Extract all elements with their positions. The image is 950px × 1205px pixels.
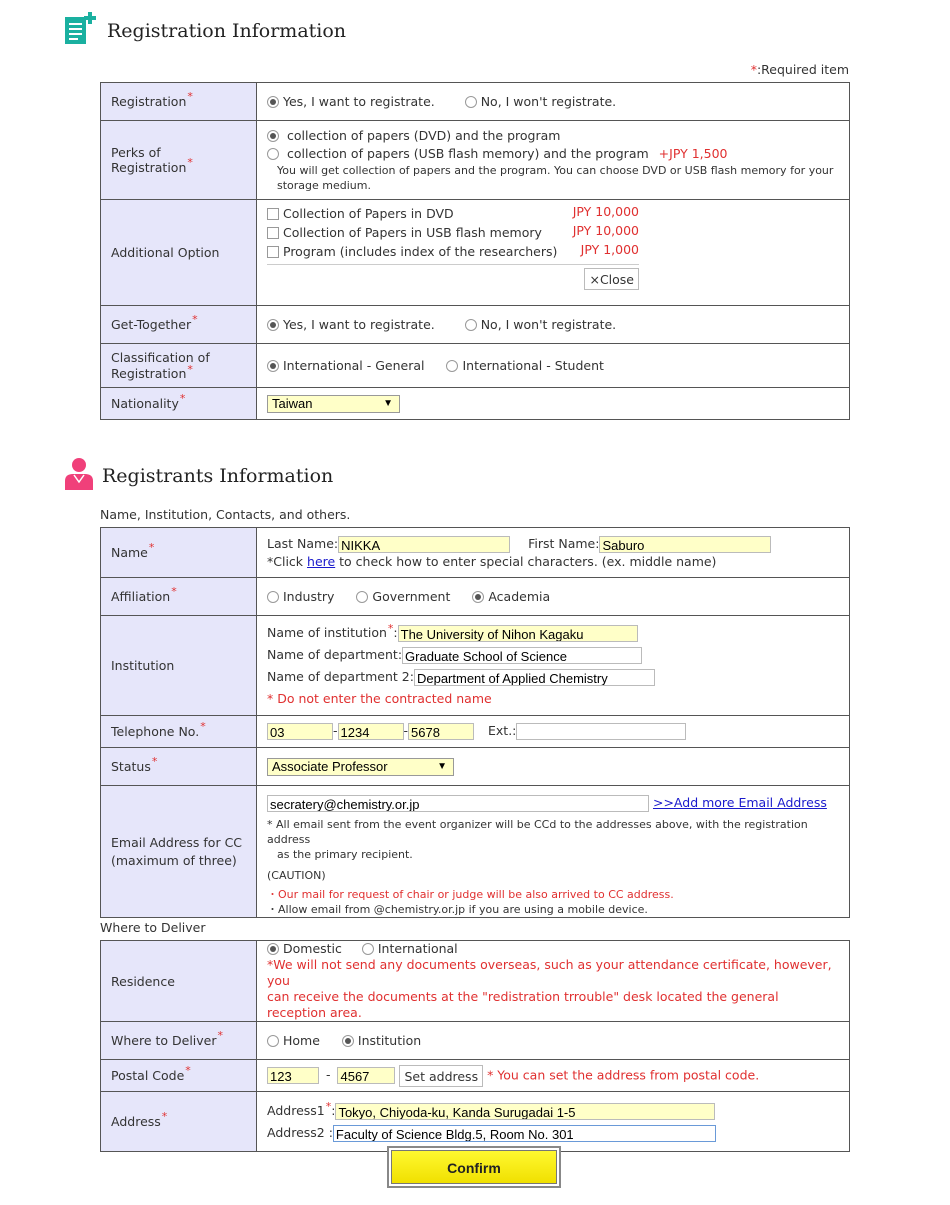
name-label: Name (111, 545, 148, 560)
perks-label: Perks of Registration (111, 145, 187, 175)
row-telephone: Telephone No.* 03 - 1234 - 5678 Ext.: (101, 716, 850, 748)
chevron-down-icon: ▼ (383, 397, 393, 409)
row-registration: Registration* Yes, I want to registrate. No, I won't registrate. (101, 83, 850, 121)
additional-option-label: Additional Option (111, 245, 220, 260)
postal-code-note: * You can set the address from postal code. (487, 1067, 760, 1082)
status-label: Status (111, 759, 151, 774)
row-email-cc (101, 786, 850, 918)
option-usb-price: JPY 10,000 (572, 223, 639, 238)
delivery-table (100, 940, 850, 1152)
registrants-table (100, 527, 850, 918)
confirm-button-label: Confirm (391, 1150, 557, 1184)
address2-input[interactable]: Faculty of Science Bldg.5, Room No. 301 (333, 1125, 716, 1142)
additional-close-button[interactable]: ×Close (584, 268, 639, 290)
add-email-link[interactable]: >>Add more Email Address (652, 795, 827, 810)
institution-name-label: Name of institution (267, 624, 387, 640)
where-to-deliver-heading: Where to Deliver (100, 920, 206, 935)
residence-domestic-radio[interactable]: Domestic (267, 941, 342, 956)
affiliation-industry-radio[interactable]: Industry (267, 589, 334, 604)
row-affiliation: Affiliation* Industry Government Academia (101, 578, 850, 616)
row-address: Address* Address1*: Tokyo, Chiyoda-ku, Kanda Surugadai 1-5 Address2 : Faculty of Science Bldg.5, Room No. 301 (101, 1092, 850, 1152)
registrants-section-icon (64, 457, 94, 491)
telephone-part3-input[interactable]: 5678 (408, 723, 474, 740)
residence-label: Residence (111, 973, 175, 989)
email-caution-2: ・Allow email from @chemistry.or.jp if you are using a mobile device. (267, 903, 648, 916)
postal-code-part1-input[interactable]: 123 (267, 1067, 319, 1084)
email-note: * All email sent from the event organizer will be CCd to the addresses above, with the registration address as the primary recipient. (267, 818, 808, 861)
telephone-label: Telephone No. (111, 724, 200, 739)
affiliation-government-radio[interactable]: Government (356, 589, 450, 604)
row-postal-code: Postal Code* 123 - 4567 Set address * You can set the address from postal code. (101, 1060, 850, 1092)
where-to-deliver-label: Where to Deliver (111, 1033, 217, 1048)
nationality-select[interactable]: Taiwan ▼ (267, 395, 400, 413)
perks-usb-radio[interactable]: collection of papers (USB flash memory) and the program +JPY 1,500 (267, 145, 839, 163)
department2-label: Name of department 2: (267, 668, 414, 684)
email-cc-label-2: (maximum of three) (111, 852, 237, 868)
classification-label-1: Classification of (111, 349, 210, 365)
last-name-input[interactable]: NIKKA (338, 536, 510, 553)
confirm-button[interactable] (387, 1146, 561, 1188)
classification-general-radio[interactable]: International - General (267, 358, 425, 373)
residence-note: *We will not send any documents overseas, such as your attendance certificate, however, you can receive the documents at the "redistration trrouble" desk located the general reception area. (267, 957, 832, 1020)
option-program-price: JPY 1,000 (580, 242, 639, 257)
extension-label: Ext.: (488, 723, 517, 738)
set-address-button[interactable]: Set address (399, 1065, 483, 1087)
registration-table (100, 82, 850, 420)
address1-input[interactable]: Tokyo, Chiyoda-ku, Kanda Surugadai 1-5 (335, 1103, 715, 1120)
postal-code-label: Postal Code (111, 1068, 185, 1083)
classification-student-radio[interactable]: International - Student (446, 358, 603, 373)
row-perks: Perks of Registration* collection of papers (DVD) and the program collection of papers (USB flash memory) and the program +JPY 1,500 You will get collection of papers and the program. You can choose DVD or USB flash memory for your storage medium. (101, 121, 850, 200)
department-label: Name of department: (267, 646, 403, 662)
first-name-label: First Name: (528, 535, 600, 551)
row-classification: Classification of Registration* International - General International - Student (101, 344, 850, 388)
status-select[interactable]: Associate Professor ▼ (267, 758, 454, 776)
option-dvd-price: JPY 10,000 (572, 204, 639, 219)
nationality-label: Nationality (111, 396, 179, 411)
perks-usb-price: +JPY 1,500 (658, 146, 728, 161)
name-hint: *Click here to check how to enter special characters. (ex. middle name) (267, 553, 717, 569)
classification-label-2: Registration (111, 365, 187, 381)
row-additional-option (101, 200, 850, 306)
get-together-label: Get-Together (111, 317, 192, 332)
registration-section-title: Registration Information (107, 20, 347, 42)
perks-dvd-radio[interactable]: collection of papers (DVD) and the program (267, 127, 839, 145)
extension-input[interactable] (516, 723, 686, 740)
telephone-part2-input[interactable]: 1234 (338, 723, 404, 740)
residence-international-radio[interactable]: International (362, 941, 458, 956)
required-star: * (750, 62, 757, 77)
address-label: Address (111, 1114, 161, 1129)
institution-label: Institution (111, 658, 175, 673)
registration-yes-radio[interactable]: Yes, I want to registrate. (267, 94, 435, 109)
institution-warning: * Do not enter the contracted name (267, 690, 492, 706)
row-where-to-deliver: Where to Deliver* Home Institution (101, 1022, 850, 1060)
row-nationality: Nationality* Taiwan ▼ (101, 388, 850, 420)
registrants-section-title: Registrants Information (102, 465, 334, 487)
affiliation-academia-radio[interactable]: Academia (472, 589, 550, 604)
deliver-institution-radio[interactable]: Institution (342, 1033, 421, 1048)
affiliation-label: Affiliation (111, 589, 171, 604)
row-institution: Institution Name of institution*: The University of Nihon Kagaku Name of department: Graduate School of Science Name of department 2: Department of Applied Chemistry * Do not enter the contracted name (101, 616, 850, 716)
get-together-no-radio[interactable]: No, I won't registrate. (465, 317, 616, 332)
chevron-down-icon: ▼ (437, 760, 447, 772)
perks-note: You will get collection of papers and the program. You can choose DVD or USB flash memory for your storage medium. (277, 164, 834, 192)
deliver-home-radio[interactable]: Home (267, 1033, 320, 1048)
postal-code-part2-input[interactable]: 4567 (337, 1067, 395, 1084)
email-cc-label-1: Email Address for CC (111, 834, 243, 850)
address1-label: Address1 (267, 1102, 325, 1118)
first-name-input[interactable]: Saburo (599, 536, 771, 553)
get-together-yes-radio[interactable]: Yes, I want to registrate. (267, 317, 435, 332)
email-caution-1: ・Our mail for request of chair or judge will be also arrived to CC address. (267, 888, 674, 901)
department2-input[interactable]: Department of Applied Chemistry (414, 669, 655, 686)
option-program-checkbox[interactable]: Program (includes index of the researchers) JPY 1,000 (267, 244, 639, 263)
registration-no-radio[interactable]: No, I won't registrate. (465, 94, 616, 109)
row-status: Status* Associate Professor ▼ (101, 748, 850, 786)
registration-label: Registration (111, 94, 187, 109)
registration-section-icon (64, 12, 100, 46)
row-residence (101, 941, 850, 1022)
institution-name-input[interactable]: The University of Nihon Kagaku (398, 625, 638, 642)
address2-label: Address2 : (267, 1124, 333, 1140)
row-get-together: Get-Together* Yes, I want to registrate. No, I won't registrate. (101, 306, 850, 344)
option-usb-checkbox[interactable]: Collection of Papers in USB flash memory JPY 10,000 (267, 225, 639, 244)
email-cc-input[interactable]: secratery@chemistry.or.jp (267, 795, 649, 812)
registrants-subtitle: Name, Institution, Contacts, and others. (100, 507, 351, 522)
department-input[interactable]: Graduate School of Science (402, 647, 642, 664)
special-characters-link[interactable]: here (307, 553, 336, 569)
required-note: *:Required item (750, 62, 849, 77)
telephone-part1-input[interactable]: 03 (267, 723, 333, 740)
row-name: Name* Last Name: NIKKA First Name: Saburo *Click here to check how to enter special characters. (ex. middle name) (101, 528, 850, 578)
email-caution-heading: (CAUTION) (267, 869, 326, 882)
option-dvd-checkbox[interactable]: Collection of Papers in DVD JPY 10,000 (267, 206, 639, 225)
last-name-label: Last Name: (267, 535, 339, 551)
